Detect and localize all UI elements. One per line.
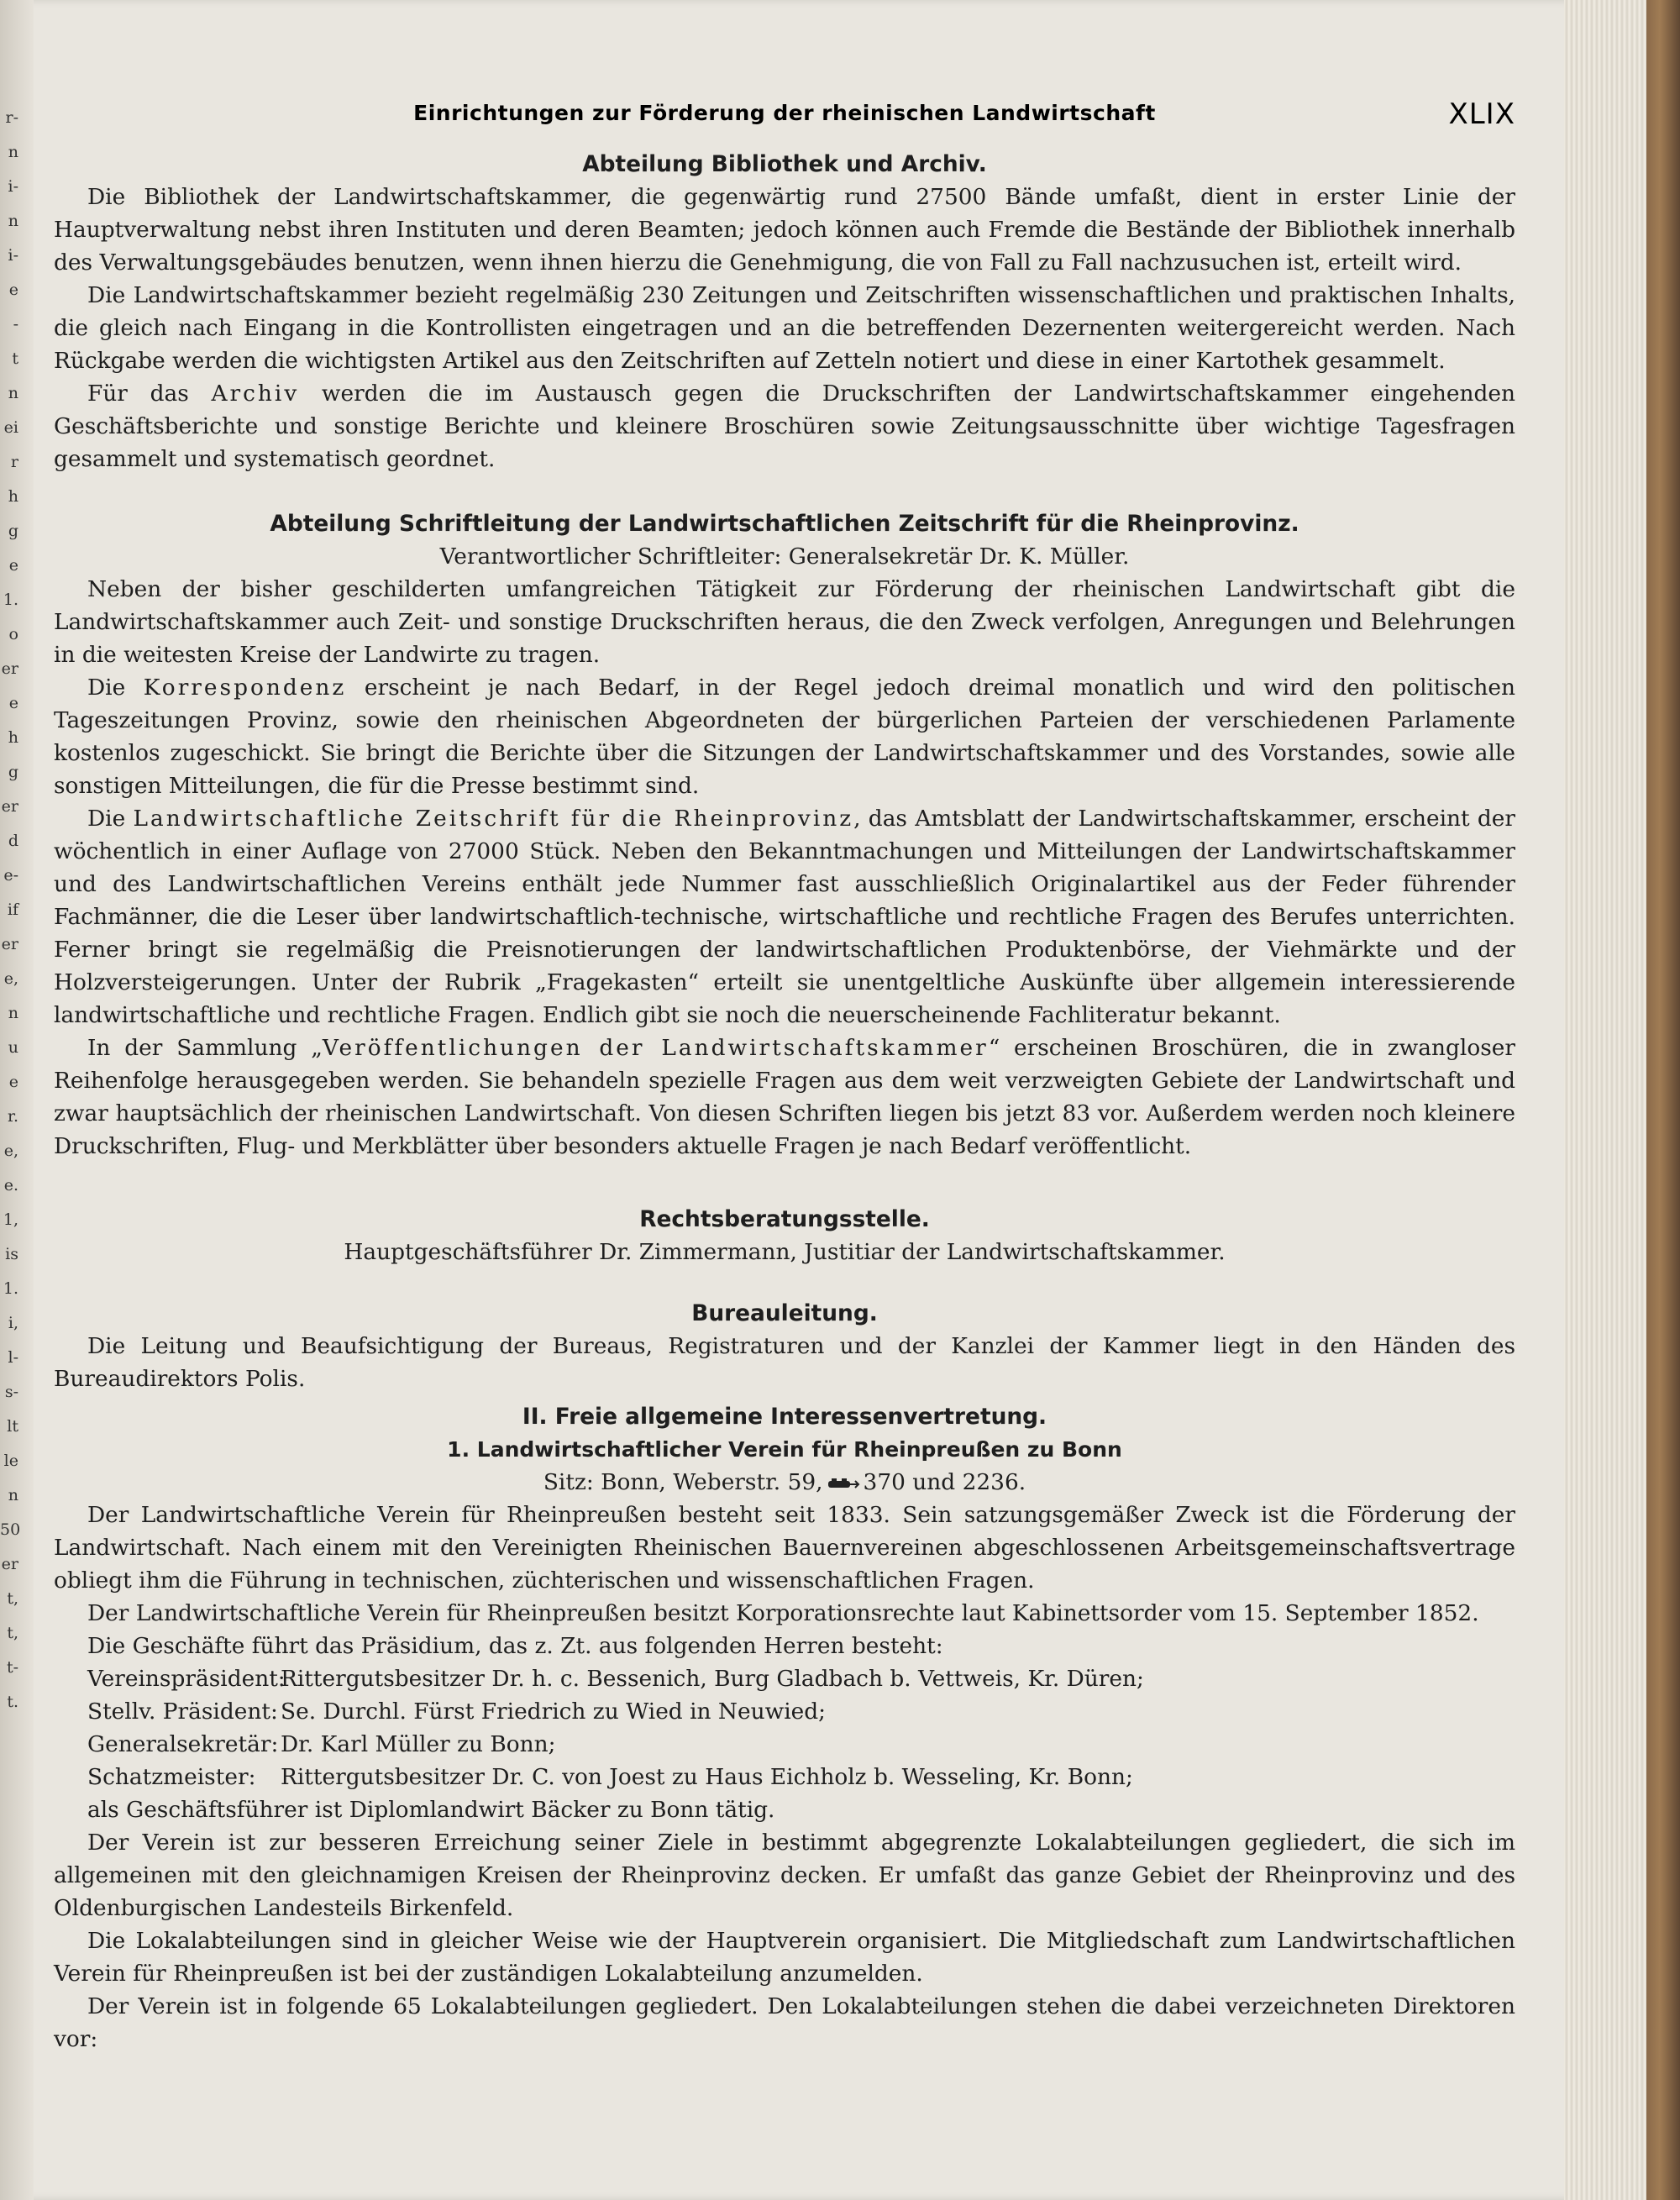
edge-fragment: le — [3, 1452, 18, 1470]
heading-schriftleitung: Abteilung Schriftleitung der Landwirtschaftlichen Zeitschrift für die Rheinprovinz. — [270, 511, 1299, 537]
paragraph: Die Geschäfte führt das Präsidium, das z. Zt. aus folgenden Herren besteht: — [87, 1633, 943, 1659]
emphasis-archiv: Archiv — [211, 381, 300, 407]
edge-fragment: t, — [7, 1624, 18, 1642]
edge-fragment: t — [12, 349, 18, 368]
running-header — [54, 97, 1515, 138]
rechtsberatung-line: Hauptgeschäftsführer Dr. Zimmermann, Justitiar der Landwirtschaftskammer. — [344, 1239, 1226, 1265]
edge-fragment: i, — [8, 1314, 18, 1332]
heading-rechtsberatung: Rechtsberatungsstelle. — [639, 1206, 930, 1232]
paragraph: Die Bibliothek der Landwirtschaftskammer, die gegenwärtig rund 27500 Bände umfaßt, dient in erster Linie der Hauptverwaltung nebst ihren Instituten und deren Beamten; jedoch können auch Fremde die Bestände der Bibliothek innerhalb des Verwaltungsgebäudes benutzen, wenn ihnen hierzu die Genehmigung, die von Fall zu Fall nachzusuchen ist, erteilt wird. — [54, 184, 1515, 276]
paragraph: Die Landwirtschaftliche Zeitschrift für die Rheinprovinz, das Amtsblatt der Landwirtschaftskammer, erscheint der wöchentlich in einer Auflage von 27000 Stück. Neben den Bekanntmachungen und Mitteilungen der Landwirtschaftskammer und des Landwirtschaftlichen Vereins enthält jede Nummer fast ausschließlich Originalartikel aus der Feder führender Fachmänner, die die Leser über landwirtschaftlich-technische, wirtschaftliche und rechtliche Fragen des Berufes unterrichten. Ferner bringt sie regelmäßig die Preisnotierungen der landwirtschaftlichen Produktenbörse, der Viehmärkte und der Holzversteigerungen. Unter der Rubrik „Fragekasten“ erteilt sie unentgeltliche Auskünfte über allgemein interessierende landwirtschaftliche und rechtliche Fragen. Endlich gibt sie noch die neuerscheinende Fachliteratur bekannt. — [54, 806, 1515, 1028]
officer-row — [87, 1695, 1515, 1728]
book-cover-edge — [1646, 0, 1680, 2200]
page-body — [54, 148, 1515, 2056]
edge-fragment: if — [7, 900, 18, 919]
officer-name: Se. Durchl. Fürst Friedrich zu Wied in Neuwied; — [281, 1699, 827, 1725]
edge-fragment: lt — [7, 1417, 18, 1436]
edge-fragment: e — [8, 281, 18, 299]
officer-row — [87, 1761, 1515, 1793]
edge-fragment: t. — [7, 1693, 18, 1711]
officer-row — [87, 1728, 1515, 1761]
paragraph: Der Verein ist in folgende 65 Lokalabteilungen gegliedert. Den Lokalabteilungen stehen die dabei verzeichneten Direktoren vor: — [54, 1993, 1515, 2052]
edge-fragment: l- — [8, 1348, 18, 1367]
edge-fragment: e — [8, 694, 18, 712]
paragraph: Die Landwirtschaftskammer bezieht regelmäßig 230 Zeitungen und Zeitschriften wissenschaftlichen und praktischen Inhalts, die gleich nach Eingang in die Kontrollisten eingetragen und an die betreffenden Dezernenten weitergereicht werden. Nach Rückgabe werden die wichtigsten Artikel aus den Zeitschriften auf Zetteln notiert und diese in einer Kartothek gesammelt. — [54, 282, 1515, 374]
paragraph: Die Leitung und Beaufsichtigung der Bureaus, Registraturen und der Kanzlei der Kammer liegt in den Händen des Bureaudirektors Polis. — [54, 1333, 1515, 1392]
paragraph: als Geschäftsführer ist Diplomlandwirt Bäcker zu Bonn tätig. — [87, 1797, 775, 1823]
edge-fragment: u — [8, 1038, 18, 1057]
officer-name: Rittergutsbesitzer Dr. C. von Joest zu Haus Eichholz b. Wesseling, Kr. Bonn; — [281, 1764, 1133, 1790]
officer-role: Vereinspräsident: — [87, 1666, 286, 1692]
schriftleiter-line: Verantwortlicher Schriftleiter: Generalsekretär Dr. K. Müller. — [439, 543, 1130, 570]
paragraph: Neben der bisher geschilderten umfangreichen Tätigkeit zur Förderung der rheinischen Landwirtschaft gibt die Landwirtschaftskammer auch Zeit- und sonstige Druckschriften heraus, die den Zweck verfolgen, Anregungen und Belehrungen in die weitesten Kreise der Landwirte zu tragen. — [54, 576, 1515, 668]
edge-fragment: d — [8, 832, 18, 850]
edge-fragment: h — [8, 487, 18, 506]
edge-fragment: i- — [8, 177, 18, 196]
edge-fragment: er — [1, 1555, 18, 1573]
edge-fragment: e — [8, 556, 18, 575]
edge-fragment: e — [8, 1073, 18, 1091]
heading-verein-rheinpreussen: 1. Landwirtschaftlicher Verein für Rheinpreußen zu Bonn — [447, 1437, 1122, 1462]
edge-fragment: n — [8, 143, 18, 161]
emphasis-korrespondenz: Korrespondenz — [143, 675, 347, 701]
edge-fragment: 1. — [3, 591, 18, 609]
edge-fragment: r- — [5, 108, 18, 127]
edge-fragment: - — [13, 315, 18, 333]
edge-fragment: 1, — [3, 1210, 18, 1229]
emphasis-veroeffentlichungen: Veröffentlichungen der Landwirtschaftskammer — [322, 1035, 989, 1061]
heading-bureauleitung: Bureauleitung. — [691, 1300, 878, 1326]
paragraph: Der Verein ist zur besseren Erreichung seiner Ziele in bestimmt abgegrenzte Lokalabteilungen gegliedert, die sich im allgemeinen mit den gleichnamigen Kreisen der Rheinprovinz decken. Er umfaßt das ganze Gebiet der Rheinprovinz und des Oldenburgischen Landesteils Birkenfeld. — [54, 1830, 1515, 1921]
heading-bibliothek: Abteilung Bibliothek und Archiv. — [582, 151, 987, 177]
edge-fragment: is — [5, 1245, 18, 1263]
edge-fragment: n — [8, 384, 18, 402]
heading-interessenvertretung: II. Freie allgemeine Interessenvertretung. — [522, 1404, 1047, 1430]
edge-fragment: t, — [7, 1589, 18, 1608]
paragraph: In der Sammlung „Veröffentlichungen der Landwirtschaftskammer“ erscheinen Broschüren, die in zwangloser Reihenfolge herausgegeben werden. Sie behandeln spezielle Fragen aus dem weit verzweigten Gebiete der Landwirtschaft und zwar hauptsächlich der rheinischen Landwirtschaft. Von diesen Schriften liegen bis jetzt 83 vor. Außerdem werden noch kleinere Druckschriften, Flug- und Merkblätter über besonders aktuelle Fragen je nach Bedarf veröffentlicht. — [54, 1035, 1515, 1159]
edge-fragment: er — [1, 797, 18, 816]
edge-fragment: er — [1, 659, 18, 678]
edge-fragment: n — [8, 212, 18, 230]
edge-fragment: i- — [8, 246, 18, 265]
edge-fragment: g — [8, 763, 18, 781]
previous-page-edge-text — [0, 101, 21, 2075]
sitz-line: Sitz: Bonn, Weberstr. 59, 370 und 2236. — [543, 1469, 1026, 1495]
running-title: Einrichtungen zur Förderung der rheinischen Landwirtschaft — [413, 101, 1156, 125]
edge-fragment: h — [8, 728, 18, 747]
paragraph: Für das Archiv werden die im Austausch gegen die Druckschriften der Landwirtschaftskammer eingehenden Geschäftsberichte und sonstige Berichte und kleinere Broschüren sowie Zeitungsausschnitte über wichtige Tagesfragen gesammelt und systematisch geordnet. — [54, 381, 1515, 472]
edge-fragment: er — [1, 935, 18, 953]
officer-name: Dr. Karl Müller zu Bonn; — [281, 1731, 556, 1757]
officer-name: Rittergutsbesitzer Dr. h. c. Bessenich, Burg Gladbach b. Vettweis, Kr. Düren; — [281, 1666, 1144, 1692]
edge-fragment: e- — [3, 866, 18, 885]
edge-fragment: o — [8, 625, 18, 643]
emphasis-zeitschrift: Landwirtschaftliche Zeitschrift für die Rheinprovinz — [133, 806, 854, 832]
paragraph: Der Landwirtschaftliche Verein für Rheinpreußen besitzt Korporationsrechte laut Kabinettsorder vom 15. September 1852. — [87, 1600, 1479, 1626]
edge-fragment: s- — [4, 1383, 18, 1401]
officer-role: Generalsekretär: — [87, 1731, 279, 1757]
officer-role: Stellv. Präsident: — [87, 1699, 278, 1725]
edge-fragment: 1. — [3, 1279, 18, 1298]
edge-fragment: g — [8, 522, 18, 540]
paragraph: Die Lokalabteilungen sind in gleicher Weise wie der Hauptverein organisiert. Die Mitgliedschaft zum Landwirtschaftlichen Verein für Rheinpreußen ist bei der zuständigen Lokalabteilung anzumelden. — [54, 1928, 1515, 1987]
edge-fragment: t- — [6, 1658, 18, 1677]
edge-fragment: e, — [3, 1142, 18, 1160]
paragraph: Die Korrespondenz erscheint je nach Bedarf, in der Regel jedoch dreimal monatlich und wird den politischen Tageszeitungen Provinz, sowie den rheinischen Abgeordneten der bürgerlichen Parteien der verschiedenen Parlamente kostenlos zugeschickt. Sie bringt die Berichte über die Sitzungen der Landwirtschaftskammer und des Vorstandes, sowie alle sonstigen Mitteilungen, die für die Presse bestimmt sind. — [54, 675, 1515, 799]
edge-fragment: n — [8, 1486, 18, 1504]
edge-fragment: r. — [7, 1107, 18, 1126]
edge-fragment: ei — [3, 418, 18, 437]
officer-row — [87, 1662, 1515, 1695]
telephone-icon — [827, 1477, 860, 1490]
page-number: XLIX — [1448, 97, 1515, 131]
edge-fragment: e. — [3, 1176, 18, 1195]
edge-fragment: e, — [3, 969, 18, 988]
officer-role: Schatzmeister: — [87, 1764, 256, 1790]
paragraph: Der Landwirtschaftliche Verein für Rheinpreußen besteht seit 1833. Sein satzungsgemäßer Zweck ist die Förderung der Landwirtschaft. Nach einem mit den Vereinigten Rheinischen Bauernvereinen abgeschlossenen Arbeitsgemeinschaftsvertrage obliegt ihm die Führung in technischen, züchterischen und wissenschaftlichen Fragen. — [54, 1502, 1515, 1594]
officer-list — [54, 1662, 1515, 1793]
edge-fragment: 50 — [0, 1520, 21, 1539]
edge-fragment: n — [8, 1004, 18, 1022]
edge-fragment: r — [10, 453, 18, 471]
